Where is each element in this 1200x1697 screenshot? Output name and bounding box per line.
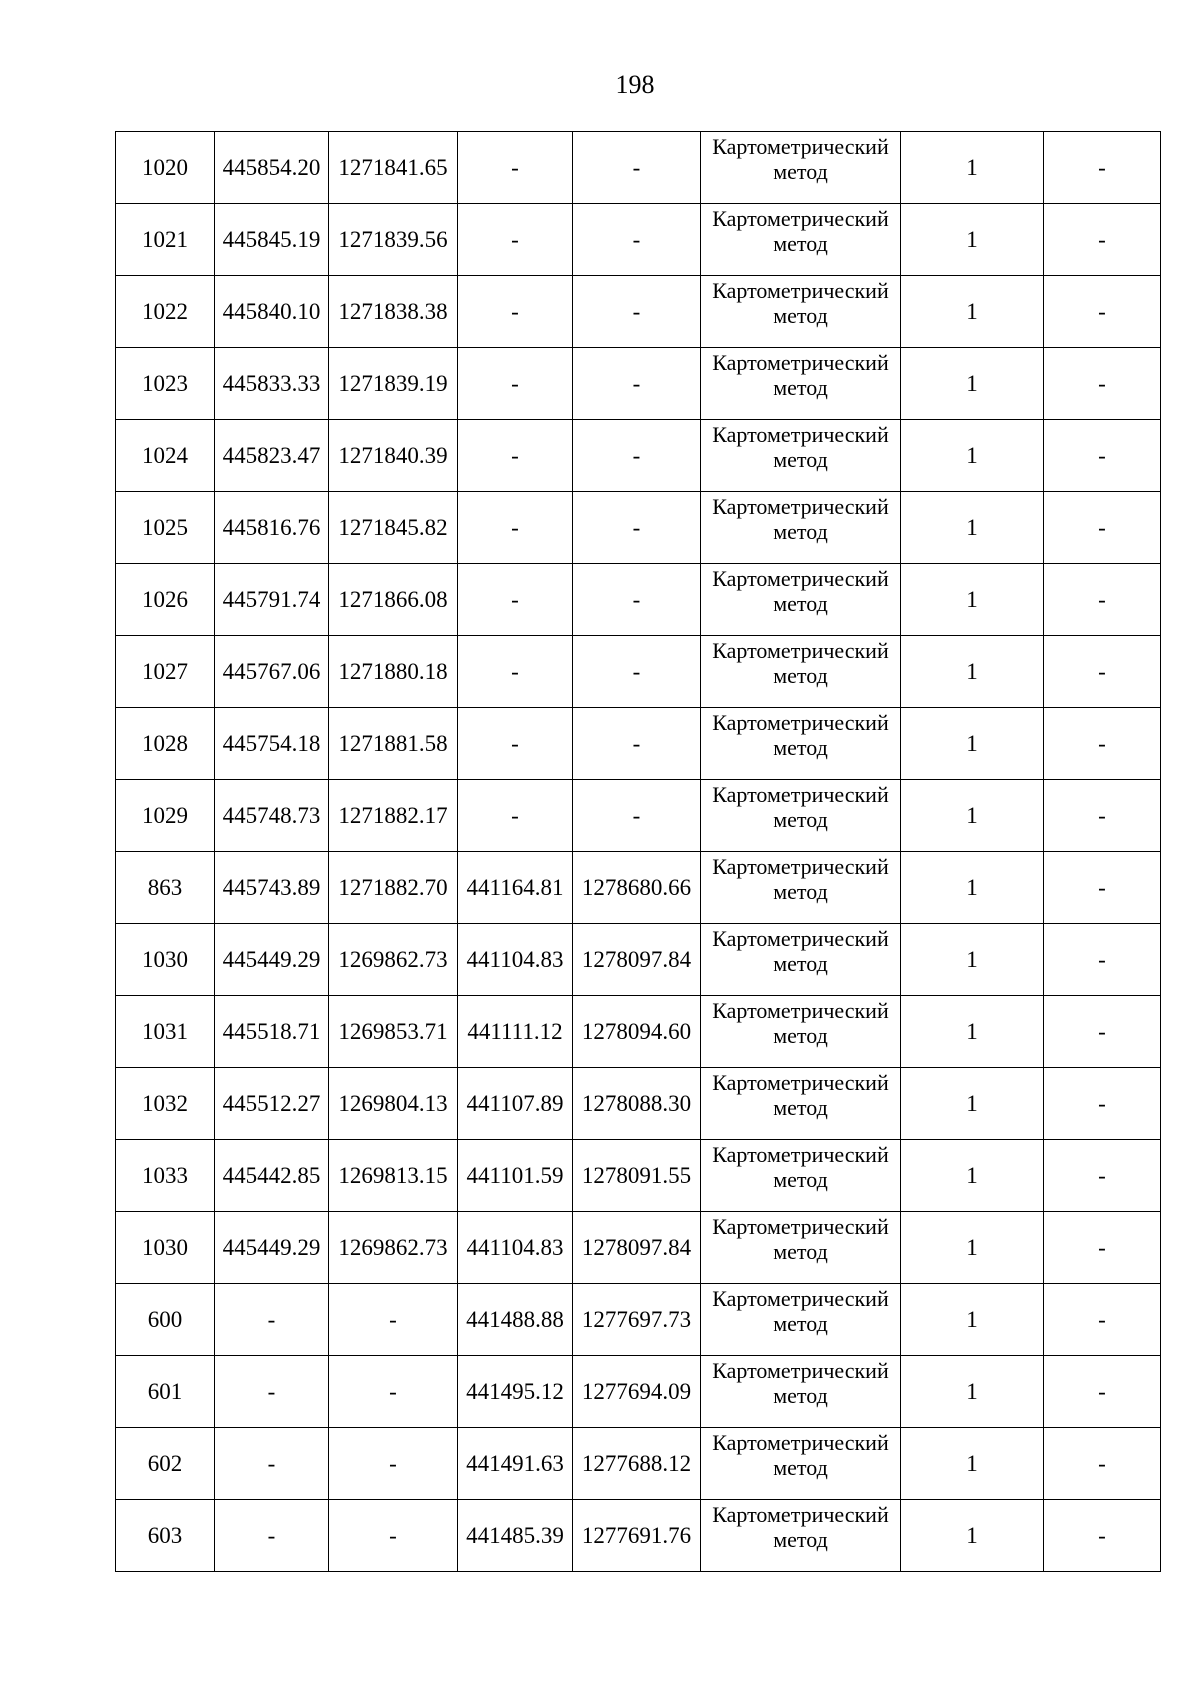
- table-body: [116, 132, 1161, 1572]
- y-new-cell: -: [573, 780, 701, 852]
- note-cell: -: [1044, 204, 1161, 276]
- method-cell: [701, 204, 901, 276]
- note-cell: -: [1044, 1068, 1161, 1140]
- note-cell: -: [1044, 348, 1161, 420]
- table-row: [116, 492, 1161, 564]
- method-line-1: Картометрический: [712, 1286, 889, 1311]
- y-new-cell: 1278097.84: [573, 1212, 701, 1284]
- y-new-cell: -: [573, 420, 701, 492]
- point-id-cell: 863: [116, 852, 215, 924]
- method-line-1: Картометрический: [712, 782, 889, 807]
- y-new-cell: -: [573, 636, 701, 708]
- method-cell: [701, 996, 901, 1068]
- y-old-cell: -: [329, 1356, 458, 1428]
- x-old-cell: 445791.74: [215, 564, 329, 636]
- x-old-cell: 445840.10: [215, 276, 329, 348]
- method-line-2: метод: [773, 663, 828, 689]
- y-old-cell: 1271881.58: [329, 708, 458, 780]
- method-cell: [701, 420, 901, 492]
- x-old-cell: 445854.20: [215, 132, 329, 204]
- x-new-cell: -: [458, 564, 573, 636]
- method-line-1: Картометрический: [712, 1502, 889, 1527]
- method-line-2: метод: [773, 303, 828, 329]
- y-new-cell: 1278680.66: [573, 852, 701, 924]
- x-new-cell: 441488.88: [458, 1284, 573, 1356]
- y-old-cell: 1271839.56: [329, 204, 458, 276]
- note-cell: -: [1044, 636, 1161, 708]
- method-line-2: метод: [773, 879, 828, 905]
- x-new-cell: -: [458, 636, 573, 708]
- y-old-cell: 1269862.73: [329, 1212, 458, 1284]
- method-line-1: Картометрический: [712, 350, 889, 375]
- note-cell: -: [1044, 564, 1161, 636]
- method-line-1: Картометрический: [712, 566, 889, 591]
- point-id-cell: 1024: [116, 420, 215, 492]
- x-old-cell: -: [215, 1500, 329, 1572]
- accuracy-cell: 1: [901, 1428, 1044, 1500]
- method-cell: [701, 1428, 901, 1500]
- accuracy-cell: 1: [901, 636, 1044, 708]
- accuracy-cell: 1: [901, 708, 1044, 780]
- method-line-2: метод: [773, 807, 828, 833]
- accuracy-cell: 1: [901, 1356, 1044, 1428]
- x-old-cell: 445754.18: [215, 708, 329, 780]
- method-cell: [701, 1356, 901, 1428]
- note-cell: -: [1044, 1428, 1161, 1500]
- page-number: 198: [615, 70, 655, 99]
- table-row: [116, 636, 1161, 708]
- x-new-cell: -: [458, 492, 573, 564]
- accuracy-cell: 1: [901, 204, 1044, 276]
- y-old-cell: -: [329, 1428, 458, 1500]
- point-id-cell: 1033: [116, 1140, 215, 1212]
- method-line-2: метод: [773, 951, 828, 977]
- table-row: [116, 348, 1161, 420]
- method-line-2: метод: [773, 1023, 828, 1049]
- method-line-2: метод: [773, 375, 828, 401]
- x-old-cell: 445833.33: [215, 348, 329, 420]
- point-id-cell: 1026: [116, 564, 215, 636]
- accuracy-cell: 1: [901, 1500, 1044, 1572]
- method-line-1: Картометрический: [712, 710, 889, 735]
- point-id-cell: 1032: [116, 1068, 215, 1140]
- table-row: [116, 276, 1161, 348]
- note-cell: -: [1044, 1500, 1161, 1572]
- note-cell: -: [1044, 1284, 1161, 1356]
- table-row: [116, 1284, 1161, 1356]
- point-id-cell: 1030: [116, 924, 215, 996]
- accuracy-cell: 1: [901, 276, 1044, 348]
- y-new-cell: 1278094.60: [573, 996, 701, 1068]
- y-new-cell: -: [573, 564, 701, 636]
- method-line-1: Картометрический: [712, 134, 889, 159]
- accuracy-cell: 1: [901, 1140, 1044, 1212]
- accuracy-cell: 1: [901, 564, 1044, 636]
- y-old-cell: 1271866.08: [329, 564, 458, 636]
- y-new-cell: 1277688.12: [573, 1428, 701, 1500]
- method-cell: [701, 276, 901, 348]
- table-row: [116, 1500, 1161, 1572]
- method-line-2: метод: [773, 735, 828, 761]
- method-cell: [701, 1284, 901, 1356]
- x-new-cell: 441101.59: [458, 1140, 573, 1212]
- x-old-cell: 445512.27: [215, 1068, 329, 1140]
- x-new-cell: -: [458, 348, 573, 420]
- note-cell: -: [1044, 780, 1161, 852]
- table-row: [116, 852, 1161, 924]
- point-id-cell: 1023: [116, 348, 215, 420]
- y-new-cell: -: [573, 204, 701, 276]
- method-cell: [701, 708, 901, 780]
- y-new-cell: -: [573, 348, 701, 420]
- note-cell: -: [1044, 276, 1161, 348]
- y-old-cell: 1269853.71: [329, 996, 458, 1068]
- accuracy-cell: 1: [901, 1212, 1044, 1284]
- y-new-cell: 1277694.09: [573, 1356, 701, 1428]
- method-line-2: метод: [773, 231, 828, 257]
- x-new-cell: 441104.83: [458, 1212, 573, 1284]
- point-id-cell: 1020: [116, 132, 215, 204]
- table-row: [116, 420, 1161, 492]
- y-new-cell: -: [573, 132, 701, 204]
- point-id-cell: 1025: [116, 492, 215, 564]
- method-line-2: метод: [773, 591, 828, 617]
- y-old-cell: -: [329, 1500, 458, 1572]
- x-new-cell: 441491.63: [458, 1428, 573, 1500]
- x-old-cell: 445816.76: [215, 492, 329, 564]
- y-old-cell: 1269813.15: [329, 1140, 458, 1212]
- y-old-cell: 1271882.17: [329, 780, 458, 852]
- point-id-cell: 1030: [116, 1212, 215, 1284]
- method-cell: [701, 1068, 901, 1140]
- y-old-cell: 1271840.39: [329, 420, 458, 492]
- point-id-cell: 601: [116, 1356, 215, 1428]
- note-cell: -: [1044, 492, 1161, 564]
- y-old-cell: 1271841.65: [329, 132, 458, 204]
- y-old-cell: 1271845.82: [329, 492, 458, 564]
- y-new-cell: -: [573, 708, 701, 780]
- method-cell: [701, 1212, 901, 1284]
- accuracy-cell: 1: [901, 1284, 1044, 1356]
- accuracy-cell: 1: [901, 348, 1044, 420]
- accuracy-cell: 1: [901, 492, 1044, 564]
- table-row: [116, 132, 1161, 204]
- method-cell: [701, 1140, 901, 1212]
- note-cell: -: [1044, 420, 1161, 492]
- method-line-2: метод: [773, 1383, 828, 1409]
- y-new-cell: 1278097.84: [573, 924, 701, 996]
- method-line-1: Картометрический: [712, 422, 889, 447]
- x-old-cell: 445518.71: [215, 996, 329, 1068]
- y-new-cell: -: [573, 492, 701, 564]
- method-line-1: Картометрический: [712, 1430, 889, 1455]
- x-old-cell: 445449.29: [215, 924, 329, 996]
- coordinates-table: [115, 131, 1161, 1572]
- method-line-2: метод: [773, 519, 828, 545]
- accuracy-cell: 1: [901, 780, 1044, 852]
- method-line-1: Картометрический: [712, 1070, 889, 1095]
- point-id-cell: 600: [116, 1284, 215, 1356]
- point-id-cell: 1022: [116, 276, 215, 348]
- method-line-2: метод: [773, 159, 828, 185]
- x-old-cell: -: [215, 1284, 329, 1356]
- note-cell: -: [1044, 1356, 1161, 1428]
- method-cell: [701, 1500, 901, 1572]
- table-row: [116, 204, 1161, 276]
- method-cell: [701, 132, 901, 204]
- method-cell: [701, 564, 901, 636]
- x-old-cell: 445748.73: [215, 780, 329, 852]
- y-new-cell: 1277697.73: [573, 1284, 701, 1356]
- y-old-cell: 1271882.70: [329, 852, 458, 924]
- x-new-cell: -: [458, 132, 573, 204]
- point-id-cell: 1029: [116, 780, 215, 852]
- accuracy-cell: 1: [901, 924, 1044, 996]
- method-line-1: Картометрический: [712, 1214, 889, 1239]
- method-cell: [701, 924, 901, 996]
- point-id-cell: 603: [116, 1500, 215, 1572]
- x-old-cell: -: [215, 1356, 329, 1428]
- table-row: [116, 780, 1161, 852]
- accuracy-cell: 1: [901, 996, 1044, 1068]
- x-new-cell: -: [458, 708, 573, 780]
- y-new-cell: -: [573, 276, 701, 348]
- method-line-1: Картометрический: [712, 494, 889, 519]
- point-id-cell: 1021: [116, 204, 215, 276]
- method-line-1: Картометрический: [712, 638, 889, 663]
- table-row: [116, 1212, 1161, 1284]
- x-old-cell: 445845.19: [215, 204, 329, 276]
- x-new-cell: -: [458, 204, 573, 276]
- method-line-2: метод: [773, 1311, 828, 1337]
- method-line-2: метод: [773, 1167, 828, 1193]
- accuracy-cell: 1: [901, 420, 1044, 492]
- method-line-1: Картометрический: [712, 1142, 889, 1167]
- table-row: [116, 924, 1161, 996]
- method-line-1: Картометрический: [712, 206, 889, 231]
- x-old-cell: 445823.47: [215, 420, 329, 492]
- y-new-cell: 1278088.30: [573, 1068, 701, 1140]
- x-old-cell: 445442.85: [215, 1140, 329, 1212]
- method-line-1: Картометрический: [712, 1358, 889, 1383]
- note-cell: -: [1044, 1140, 1161, 1212]
- y-old-cell: -: [329, 1284, 458, 1356]
- y-old-cell: 1271838.38: [329, 276, 458, 348]
- y-new-cell: 1277691.76: [573, 1500, 701, 1572]
- method-cell: [701, 348, 901, 420]
- accuracy-cell: 1: [901, 852, 1044, 924]
- note-cell: -: [1044, 996, 1161, 1068]
- table-row: [116, 996, 1161, 1068]
- x-new-cell: 441495.12: [458, 1356, 573, 1428]
- method-line-1: Картометрический: [712, 854, 889, 879]
- y-old-cell: 1271839.19: [329, 348, 458, 420]
- table-row: [116, 1356, 1161, 1428]
- y-old-cell: 1269804.13: [329, 1068, 458, 1140]
- y-old-cell: 1271880.18: [329, 636, 458, 708]
- note-cell: -: [1044, 708, 1161, 780]
- x-old-cell: 445743.89: [215, 852, 329, 924]
- x-old-cell: 445449.29: [215, 1212, 329, 1284]
- method-line-2: метод: [773, 447, 828, 473]
- table-row: [116, 1140, 1161, 1212]
- method-line-1: Картометрический: [712, 998, 889, 1023]
- y-old-cell: 1269862.73: [329, 924, 458, 996]
- note-cell: -: [1044, 132, 1161, 204]
- method-line-1: Картометрический: [712, 278, 889, 303]
- method-cell: [701, 852, 901, 924]
- y-new-cell: 1278091.55: [573, 1140, 701, 1212]
- accuracy-cell: 1: [901, 132, 1044, 204]
- note-cell: -: [1044, 924, 1161, 996]
- x-new-cell: 441164.81: [458, 852, 573, 924]
- point-id-cell: 602: [116, 1428, 215, 1500]
- point-id-cell: 1027: [116, 636, 215, 708]
- x-new-cell: 441104.83: [458, 924, 573, 996]
- method-line-2: метод: [773, 1239, 828, 1265]
- method-cell: [701, 492, 901, 564]
- method-line-2: метод: [773, 1095, 828, 1121]
- point-id-cell: 1031: [116, 996, 215, 1068]
- method-cell: [701, 636, 901, 708]
- table-row: [116, 1428, 1161, 1500]
- x-new-cell: -: [458, 780, 573, 852]
- x-new-cell: 441107.89: [458, 1068, 573, 1140]
- table-row: [116, 1068, 1161, 1140]
- method-line-2: метод: [773, 1455, 828, 1481]
- point-id-cell: 1028: [116, 708, 215, 780]
- table-row: [116, 564, 1161, 636]
- table-row: [116, 708, 1161, 780]
- method-cell: [701, 780, 901, 852]
- x-old-cell: 445767.06: [215, 636, 329, 708]
- x-new-cell: 441485.39: [458, 1500, 573, 1572]
- method-line-1: Картометрический: [712, 926, 889, 951]
- x-old-cell: -: [215, 1428, 329, 1500]
- x-new-cell: -: [458, 420, 573, 492]
- x-new-cell: -: [458, 276, 573, 348]
- note-cell: -: [1044, 1212, 1161, 1284]
- method-line-2: метод: [773, 1527, 828, 1553]
- note-cell: -: [1044, 852, 1161, 924]
- x-new-cell: 441111.12: [458, 996, 573, 1068]
- accuracy-cell: 1: [901, 1068, 1044, 1140]
